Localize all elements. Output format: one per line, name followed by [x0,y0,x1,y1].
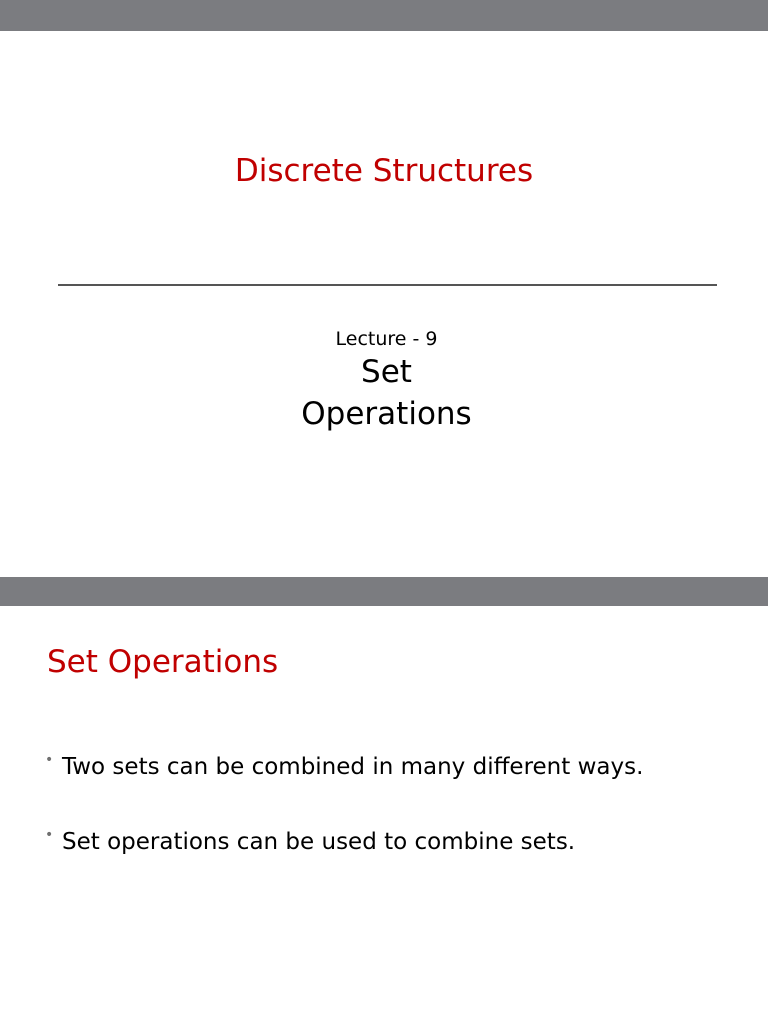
slide-separator-bar [0,577,768,606]
bullet-text: Two sets can be combined in many different ways. [62,754,644,780]
lecture-label: Lecture - 9 [335,328,438,350]
subtitle-line-1: Set [361,354,412,390]
content-slide-title: Set Operations [47,644,279,680]
slide-subtitle [0,351,768,435]
bullet-item [45,827,665,858]
bullet-list [45,752,665,858]
content-slide [0,606,768,1024]
top-bar [0,0,768,31]
divider-line [58,284,717,286]
bullet-item [45,752,665,783]
bullet-marker: • [45,827,54,843]
bullet-marker: • [45,752,54,768]
bullet-text: Set operations can be used to combine sets. [62,829,576,855]
subtitle-line-2: Operations [301,396,472,432]
slide-title: Discrete Structures [234,153,534,189]
